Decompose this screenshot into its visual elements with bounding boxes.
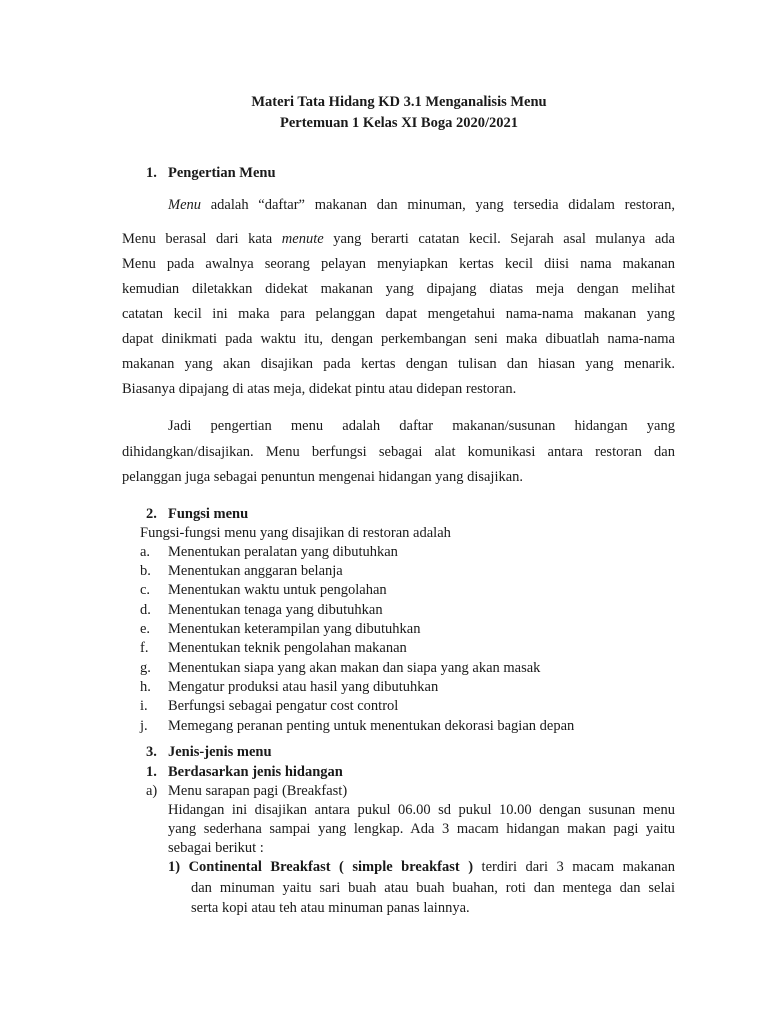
paragraph-text: adalah “daftar” makanan dan minuman, yang tersedia didalam restoran,	[201, 197, 675, 213]
paragraph-line: serta kopi atau teh atau minuman panas lainnya.	[191, 900, 470, 916]
list-marker: g.	[140, 660, 151, 676]
section-number: 2.	[146, 506, 157, 522]
list-item: Menentukan tenaga yang dibutuhkan	[168, 602, 383, 618]
list-marker: a.	[140, 544, 151, 560]
paragraph-line: yang sederhana sampai yang lengkap. Ada 3 macam hidangan makan pagi yaitu	[168, 821, 675, 837]
section-heading: Fungsi menu	[168, 506, 249, 522]
list-item: Menentukan anggaran belanja	[168, 563, 343, 579]
paragraph-line: dihidangkan/disajikan. Menu berfungsi sebagai alat komunikasi antara restoran dan	[122, 444, 675, 460]
paragraph-line: dapat dinikmati pada waktu itu, dengan perkembangan seni maka dibuatlah nama-nama	[122, 331, 675, 347]
section-heading: Pengertian Menu	[168, 165, 276, 181]
paragraph-line	[168, 859, 675, 876]
list-item: Menentukan teknik pengolahan makanan	[168, 640, 407, 656]
section-number: 3.	[146, 744, 157, 760]
paragraph-line: kemudian diletakkan didekat makanan yang dipajang diatas meja dengan melihat	[122, 281, 675, 297]
paragraph-line: Jadi pengertian menu adalah daftar makanan/susunan hidangan yang	[168, 418, 675, 434]
paragraph-line: sebagai berikut :	[168, 840, 264, 856]
paragraph-line: dan minuman yaitu sari buah atau buah buahan, roti dan mentega dan selai	[191, 880, 675, 896]
list-item-label: Menu sarapan pagi (Breakfast)	[168, 783, 348, 799]
paragraph-line	[122, 231, 675, 248]
term-heading: 1) Continental Breakfast ( simple breakfast )	[168, 859, 474, 875]
list-marker: h.	[140, 679, 151, 695]
paragraph-text: yang berarti catatan kecil. Sejarah asal mulanya ada	[323, 231, 675, 247]
paragraph-line: Menu pada awalnya seorang pelayan menyiapkan kertas kecil diisi nama makanan	[122, 256, 675, 272]
list-item: Memegang peranan penting untuk menentukan dekorasi bagian depan	[168, 718, 575, 734]
paragraph-line	[168, 197, 675, 214]
list-marker: e.	[140, 621, 151, 637]
list-item: Menentukan waktu untuk pengolahan	[168, 582, 387, 598]
italic-term: Menu	[168, 197, 202, 213]
italic-term: menute	[281, 231, 324, 247]
paragraph-line: makanan yang akan disajikan pada kertas dengan tulisan dan hiasan yang menarik.	[122, 356, 675, 372]
paragraph-line: Hidangan ini disajikan antara pukul 06.00 sd pukul 10.00 dengan susunan menu	[168, 802, 675, 818]
paragraph-line: catatan kecil ini maka para pelanggan dapat mengetahui nama-nama makanan yang	[122, 306, 675, 322]
list-item: Mengatur produksi atau hasil yang dibutuhkan	[168, 679, 439, 695]
list-item: Menentukan peralatan yang dibutuhkan	[168, 544, 398, 560]
list-marker: c.	[140, 582, 151, 598]
paragraph-text: Menu berasal dari kata	[122, 231, 282, 247]
list-marker: f.	[140, 640, 149, 656]
list-marker: i.	[140, 698, 148, 714]
document-title: Materi Tata Hidang KD 3.1 Menganalisis Menu	[251, 94, 547, 110]
list-item: Menentukan keterampilan yang dibutuhkan	[168, 621, 421, 637]
section-intro: Fungsi-fungsi menu yang disajikan di restoran adalah	[140, 525, 451, 541]
list-item: Berfungsi sebagai pengatur cost control	[168, 698, 399, 714]
list-item: Menentukan siapa yang akan makan dan siapa yang akan masak	[168, 660, 541, 676]
subsection-heading: Berdasarkan jenis hidangan	[168, 764, 343, 780]
paragraph-line: pelanggan juga sebagai penuntun mengenai hidangan yang disajikan.	[122, 469, 524, 485]
paragraph-line: Biasanya dipajang di atas meja, didekat pintu atau didepan restoran.	[122, 381, 517, 397]
list-marker: d.	[140, 602, 151, 618]
subsection-number: 1.	[146, 764, 157, 780]
paragraph-text: terdiri dari 3 macam makanan	[473, 859, 675, 875]
list-marker: b.	[140, 563, 151, 579]
document-subtitle: Pertemuan 1 Kelas XI Boga 2020/2021	[279, 115, 519, 131]
list-marker: a)	[146, 783, 158, 799]
list-marker: j.	[140, 718, 148, 734]
section-number: 1.	[146, 165, 157, 181]
section-heading: Jenis-jenis menu	[168, 744, 272, 760]
